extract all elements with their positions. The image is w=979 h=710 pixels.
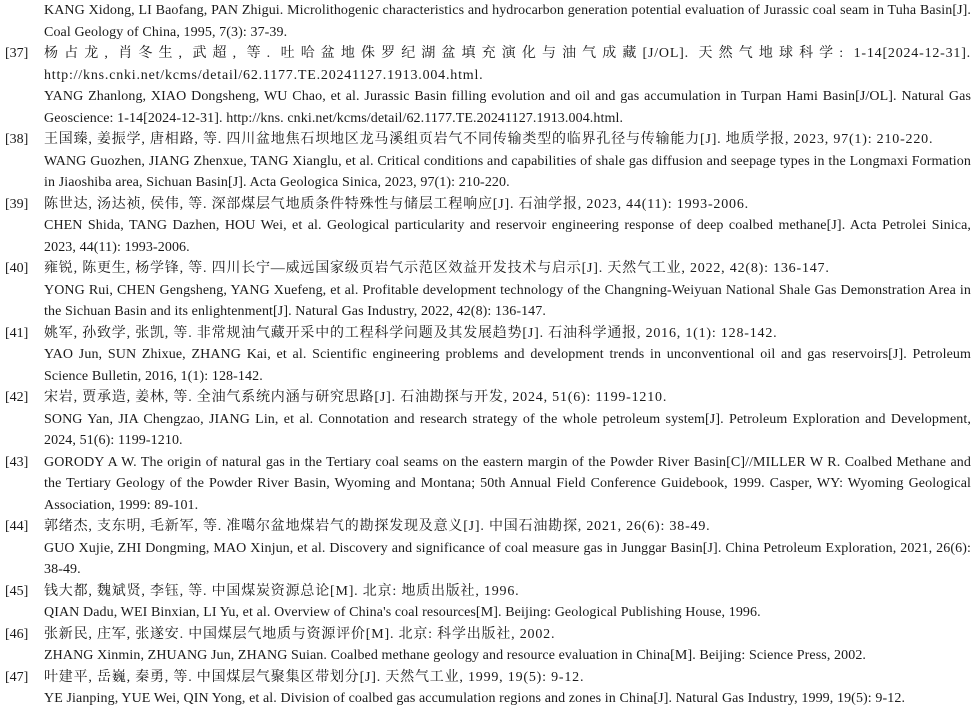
- reference-item: [0, 194, 979, 259]
- reference-number: [46]: [5, 626, 29, 642]
- reference-item: [0, 323, 979, 388]
- reference-item: [0, 43, 979, 129]
- reference-text-english: GORODY A W. The origin of natural gas in the Tertiary coal seams on the eastern margin of the Powder River Basin[C]//MILLER W R. Coalbed Methane and the Tertiary Geology of the Powder River Basin, Wyoming and Montana; 50th Annual Field Conference Guidebook, 1999. Casper, WY: Wyoming Geological Association, 1999: 89-101.: [44, 454, 971, 513]
- reference-text-chinese: 钱大都, 魏斌贤, 李钰, 等. 中国煤炭资源总论[M]. 北京: 地质出版社, 1996.: [44, 583, 520, 599]
- reference-item: [0, 452, 979, 517]
- reference-text-chinese: 宋岩, 贾承造, 姜林, 等. 全油气系统内涵与研究思路[J]. 石油勘探与开发, 2024, 51(6): 1199-1210.: [44, 390, 668, 405]
- reference-item: [0, 624, 979, 667]
- reference-text-chinese: 叶建平, 岳巍, 秦勇, 等. 中国煤层气聚集区带划分[J]. 天然气工业, 1999, 19(5): 9-12.: [44, 669, 585, 685]
- reference-item: [0, 387, 979, 452]
- reference-number: [42]: [5, 390, 29, 405]
- reference-item: [0, 0, 979, 43]
- reference-text-chinese: 陈世达, 汤达祯, 侯伟, 等. 深部煤层气地质条件特殊性与储层工程响应[J]. 石油学报, 2023, 44(11): 1993-2006.: [44, 196, 749, 212]
- reference-number: [38]: [5, 132, 29, 147]
- reference-text-english: YANG Zhanlong, XIAO Dongsheng, WU Chao, et al. Jurassic Basin filling evolution and oil and gas accumulation in Turpan Hami Basin[J/OL]. Natural Gas Geoscience: 1-14[2024-12-31]. http://kns. cnki.net/kcms/detail/62.1177.TE.20241127.1913.004.html.: [44, 89, 971, 126]
- reference-text-english: YONG Rui, CHEN Gengsheng, YANG Xuefeng, et al. Profitable development technology of the Changning-Weiyuan National Shale Gas Demonstration Area in the Sichuan Basin and its enlightenment[J]. Natural Gas Industry, 2022, 42(8): 136-147.: [44, 282, 971, 319]
- reference-text-chinese: 雍锐, 陈更生, 杨学锋, 等. 四川长宁—威远国家级页岩气示范区效益开发技术与启示[J]. 天然气工业, 2022, 42(8): 136-147.: [44, 261, 830, 276]
- reference-text-english: ZHANG Xinmin, ZHUANG Jun, ZHANG Suian. Coalbed methane geology and resource evaluation in China[M]. Beijing: Science Press, 2002.: [44, 648, 867, 663]
- reference-number: [45]: [5, 583, 29, 599]
- reference-number: [37]: [5, 46, 29, 61]
- reference-number: [47]: [5, 669, 29, 685]
- reference-text-chinese: 张新民, 庄军, 张遂安. 中国煤层气地质与资源评价[M]. 北京: 科学出版社, 2002.: [44, 626, 556, 642]
- reference-item: [0, 516, 979, 581]
- reference-text-english: WANG Guozhen, JIANG Zhenxue, TANG Xianglu, et al. Critical conditions and capabilities of shale gas diffusion and seepage types in the Longmaxi Formation in Jiaoshiba area, Sichuan Basin[J]. Acta Geologica Sinica, 2023, 97(1): 210-220.: [44, 153, 971, 190]
- reference-item: [0, 581, 979, 624]
- reference-item: [0, 129, 979, 194]
- reference-number: [39]: [5, 196, 29, 212]
- reference-number: [43]: [5, 454, 29, 470]
- reference-item: [0, 258, 979, 323]
- reference-number: [44]: [5, 519, 29, 534]
- reference-text-chinese: 郭绪杰, 支东明, 毛新军, 等. 准噶尔盆地煤岩气的勘探发现及意义[J]. 中国石油勘探, 2021, 26(6): 38-49.: [44, 519, 711, 534]
- reference-text-chinese: 王国臻, 姜振学, 唐相路, 等. 四川盆地焦石坝地区龙马溪组页岩气不同传输类型的临界孔径与传输能力[J]. 地质学报, 2023, 97(1): 210-220.: [44, 132, 934, 147]
- reference-text-chinese: 杨占龙, 肖冬生, 武超, 等. 吐哈盆地侏罗纪湖盆填充演化与油气成藏[J/OL]. 天然气地球科学: 1-14[2024-12-31]. http://kns.cnki.net/kcms/detail/62.1177.TE.20241127.1913.004.html.: [44, 46, 971, 83]
- reference-text-english: SONG Yan, JIA Chengzao, JIANG Lin, et al. Connotation and research strategy of the whole petroleum system[J]. Petroleum Exploration and Development, 2024, 51(6): 1199-1210.: [44, 411, 971, 448]
- reference-text-english: GUO Xujie, ZHI Dongming, MAO Xinjun, et al. Discovery and significance of coal measure gas in Junggar Basin[J]. China Petroleum Exploration, 2021, 26(6): 38-49.: [44, 540, 971, 577]
- reference-number: [40]: [5, 261, 29, 276]
- reference-item: [0, 667, 979, 710]
- reference-text-english: YE Jianping, YUE Wei, QIN Yong, et al. Division of coalbed gas accumulation regions and zones in China[J]. Natural Gas Industry, 1999, 19(5): 9-12.: [44, 691, 906, 706]
- reference-text-chinese: 姚军, 孙致学, 张凯, 等. 非常规油气藏开采中的工程科学问题及其发展趋势[J]. 石油科学通报, 2016, 1(1): 128-142.: [44, 325, 778, 341]
- reference-text-english: KANG Xidong, LI Baofang, PAN Zhigui. Microlithogenic characteristics and hydrocarbon generation potential evaluation of Jurassic coal seam in Tuha Basin[J]. Coal Geology of China, 1995, 7(3): 37-39.: [44, 3, 971, 40]
- reference-text-english: YAO Jun, SUN Zhixue, ZHANG Kai, et al. Scientific engineering problems and development trends in unconventional oil and gas reservoirs[J]. Petroleum Science Bulletin, 2016, 1(1): 128-142.: [44, 347, 971, 384]
- reference-text-english: CHEN Shida, TANG Dazhen, HOU Wei, et al. Geological particularity and reservoir engineering response of deep coalbed methane[J]. Acta Petrolei Sinica, 2023, 44(11): 1993-2006.: [44, 218, 971, 255]
- reference-text-english: QIAN Dadu, WEI Binxian, LI Yu, et al. Overview of China's coal resources[M]. Beijing: Geological Publishing House, 1996.: [44, 605, 761, 620]
- reference-number: [41]: [5, 325, 29, 341]
